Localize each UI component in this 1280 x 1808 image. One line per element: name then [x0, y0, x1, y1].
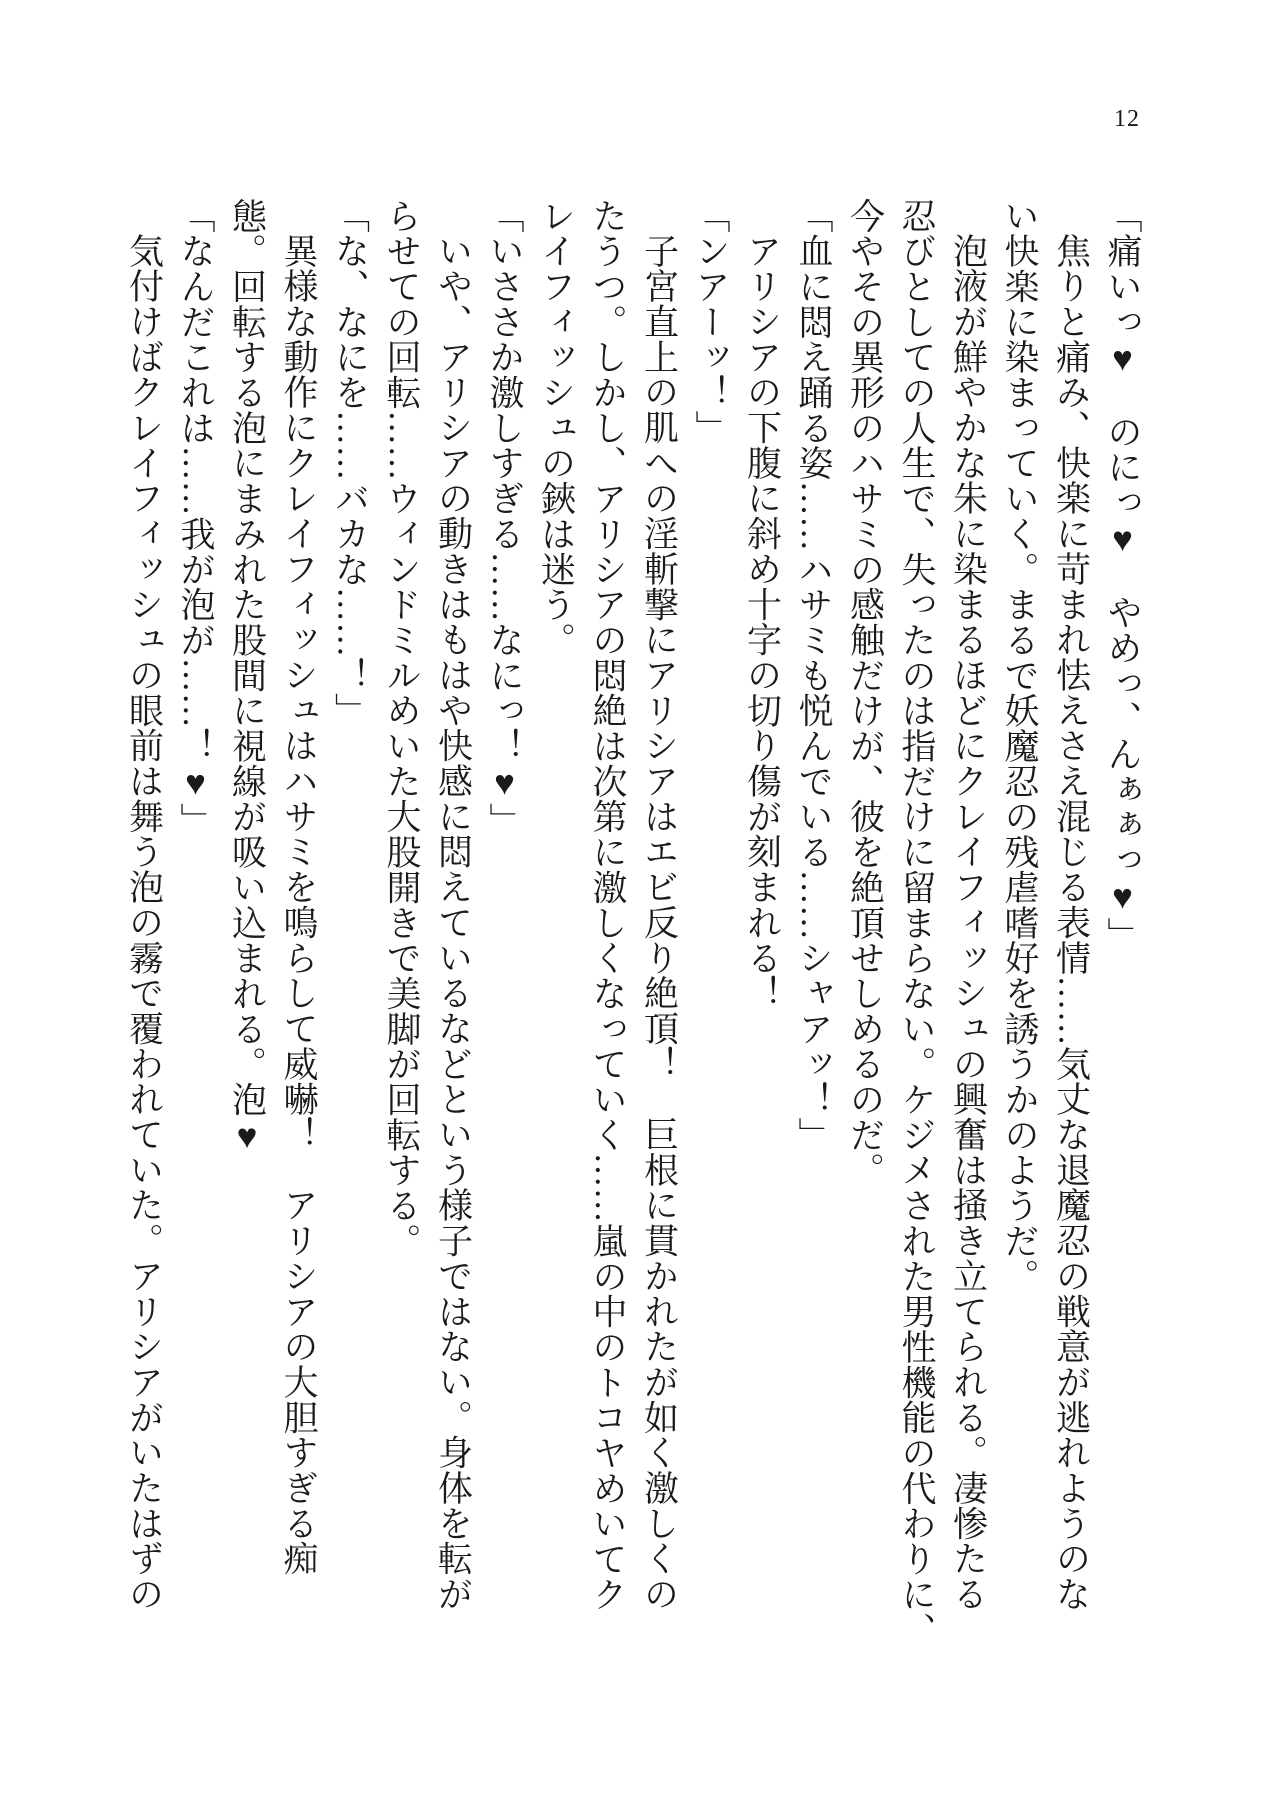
text-column-7: 「血に悶え踊る姿……ハサミも悦んでいる……シャアッ！」 — [794, 198, 833, 1153]
text-column-5: 忍びとしての人生で、失ったのは指だけに留まらない。ケジメされた男性機能の代わりに、 — [897, 198, 936, 1648]
text-column-12: レイフィッシュの鋏は迷う。 — [536, 198, 576, 658]
text-column-20: 気付けばクレイフィッシュの眼前は舞う泡の霧で覆われていた。アリシアがいたはずの — [124, 233, 164, 1613]
text-column-1: 「痛いっ♥ のにっ♥ やめっ、んぁぁっ♥」 — [1103, 198, 1142, 953]
text-column-19: 「なんだこれは……我が泡が……！♥」 — [176, 198, 215, 839]
text-column-16: 「な、なにを……バカな……！」 — [330, 198, 370, 729]
text-column-13: 「いささか激しすぎる……なにっ！♥」 — [485, 198, 524, 839]
text-column-17: 異様な動作にクレイフィッシュはハサミを鳴らして威嚇！ アリシアの大胆すぎる痴 — [279, 233, 318, 1577]
text-column-8: アリシアの下腹に斜め十字の切り傷が刻まれる！ — [742, 233, 782, 1012]
text-column-14: いや、アリシアの動きはもはや快感に悶えているなどという様子ではない。身体を転が — [433, 233, 473, 1613]
text-column-2: 焦りと痛み、快楽に苛まれ怯えさえ混じる表情……気丈な退魔忍の戦意が逃れようのな — [1051, 233, 1091, 1613]
text-column-15: らせての回転……ウィンドミルめいた大股開きで美脚が回転する。 — [382, 198, 421, 1259]
text-column-3: い快楽に染まっていく。まるで妖魔忍の残虐嗜好を誘うかのようだ。 — [1000, 198, 1039, 1294]
text-column-9: 「ンアーッ！」 — [691, 198, 730, 446]
text-column-10: 子宮直上の肌への淫斬撃にアリシアはエビ反り絶頂！ 巨根に貫かれたが如く激しくの — [639, 233, 679, 1613]
page-number: 12 — [1114, 106, 1140, 132]
vertical-text-block — [120, 198, 1142, 1648]
text-column-4: 泡液が鮮やかな朱に染まるほどにクレイフィッシュの興奮は掻き立てられる。凄惨たる — [948, 233, 988, 1613]
text-column-6: 今やその異形のハサミの感触だけが、彼を絶頂せしめるのだ。 — [845, 198, 885, 1188]
text-column-11: たうつ。しかし、アリシアの悶絶は次第に激しくなっていく……嵐の中のトコヤめいてク — [588, 198, 627, 1612]
text-column-18: 態。回転する泡にまみれた股間に視線が吸い込まれる。泡♥ — [227, 198, 267, 1157]
